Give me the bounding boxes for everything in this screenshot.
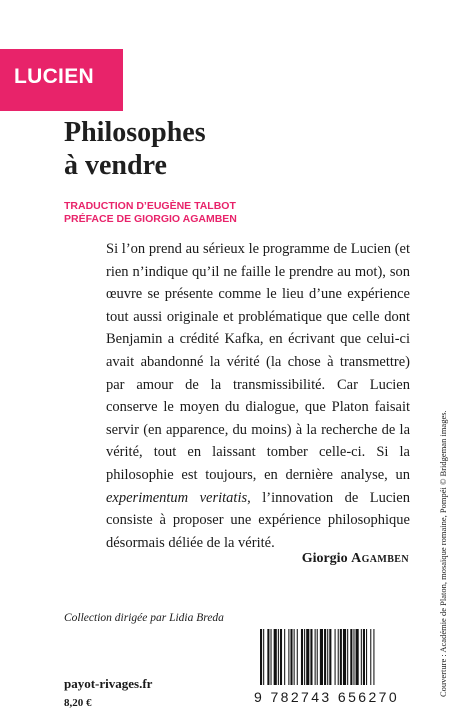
summary-text-end: , l’innovation de Lucien consiste à proposer une expérience philosophique désormais déliée de la vérité. xyxy=(106,489,410,551)
summary-text: Si l’on prend au sérieux le programme de Lucien (et rien n’indique qu’il ne faille le prendre au mot), son œuvre se présente comme le lieu d’une expérience tout aussi originale et problématique que celle dont Benjamin a crédité Kafka, en écrivant que celui-ci avait abandonné la vérité (la chose à transmettre) par amour de la transmissibilité. Car Lucien conserve le moyen du dialogue, que Platon faisait servir (en apparence, du moins) à la recherche de la vérité, tout en laissant tomber celle-ci. Si la philosophie est toujours, en dernière analyse, un xyxy=(106,241,410,483)
book-title xyxy=(64,116,206,182)
author-name: LUCIEN xyxy=(14,65,94,88)
book-title-line-1: Philosophes xyxy=(64,117,206,148)
price: 8,20 € xyxy=(64,697,92,709)
signature-first-name: Giorgio xyxy=(301,551,348,566)
signature xyxy=(302,551,409,567)
credits xyxy=(64,200,237,226)
summary-italic-phrase: experimentum veritatis xyxy=(106,489,248,506)
collection-note: Collection dirigée par Lidia Breda xyxy=(64,612,224,624)
signature-last-name: Agamben xyxy=(351,551,409,566)
book-title-line-2: à vendre xyxy=(64,150,167,181)
back-cover-summary xyxy=(106,238,410,554)
publisher-website: payot-rivages.fr xyxy=(64,676,153,691)
translation-credit: TRADUCTION D’EUGÈNE TALBOT xyxy=(64,200,236,212)
isbn-number: 9 782743 656270 xyxy=(254,689,399,705)
cover-image-credit: Couverture : Académie de Platon, mosaïque romaine, Pompéi © Bridgeman images. xyxy=(438,410,448,697)
isbn-barcode xyxy=(258,629,414,685)
preface-credit: PRÉFACE DE GIORGIO AGAMBEN xyxy=(64,213,237,225)
